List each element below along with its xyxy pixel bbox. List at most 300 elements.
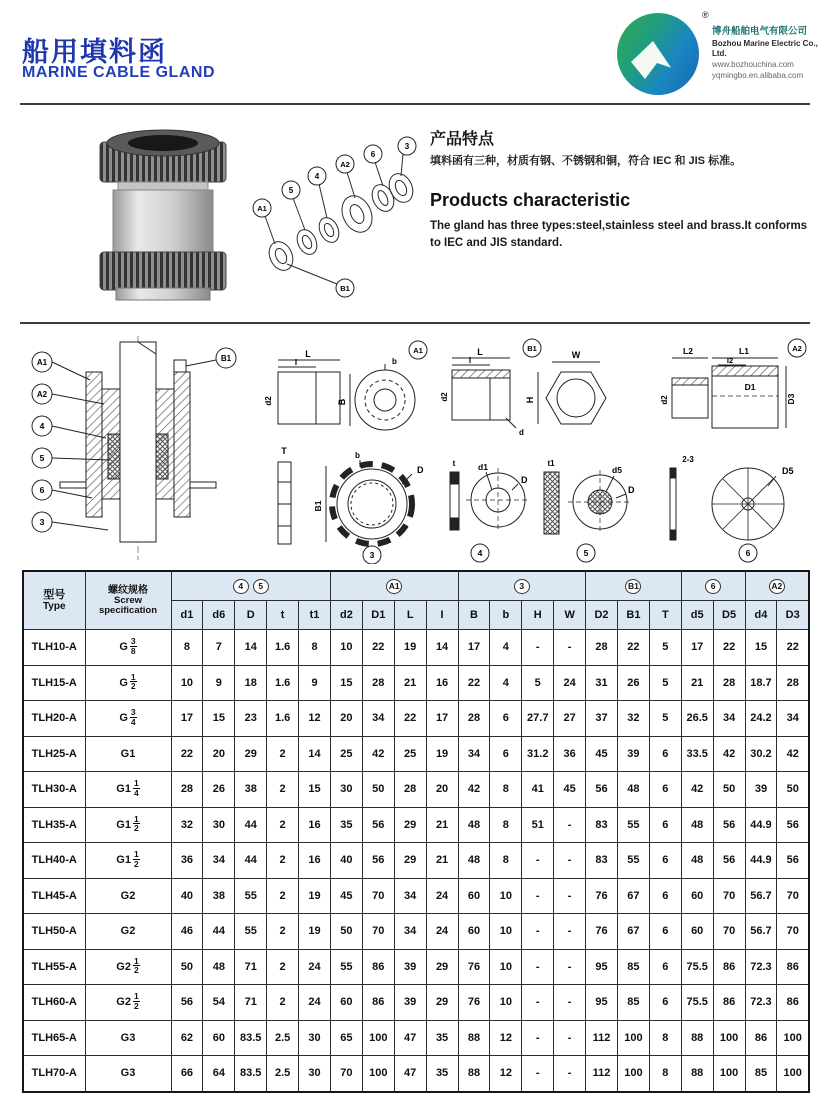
- cell-d2: 95: [586, 949, 618, 985]
- cell-t: 2: [267, 807, 299, 843]
- cell-t1: 19: [299, 914, 331, 950]
- cell-d2: 70: [330, 1056, 362, 1092]
- cell-t: 6: [649, 914, 681, 950]
- col-header-type: [23, 571, 85, 630]
- cell-d5: 34: [713, 701, 745, 737]
- cell-t1: 15: [299, 772, 331, 808]
- cell-d2: 76: [586, 878, 618, 914]
- cell-t: 2.5: [267, 1020, 299, 1056]
- col-header-h: H: [522, 601, 554, 630]
- col-header-d4: d4: [745, 601, 777, 630]
- drawing-part-3: [278, 460, 412, 544]
- table-row: [23, 665, 809, 701]
- svg-text:A2: A2: [36, 390, 48, 399]
- cell-b: 22: [458, 665, 490, 701]
- svg-text:W: W: [571, 350, 581, 360]
- cell-d: 55: [235, 878, 267, 914]
- cell-b1: 100: [617, 1056, 649, 1092]
- svg-text:D: D: [417, 465, 424, 475]
- cell-d2: 40: [330, 843, 362, 879]
- group-header-a2: [745, 571, 809, 601]
- cell-d5: 75.5: [681, 985, 713, 1021]
- cell-d: 83.5: [235, 1020, 267, 1056]
- technical-drawings: [20, 334, 810, 564]
- cell-d2: 30: [330, 772, 362, 808]
- screw-spec-value: G $\frac{3}{4}$: [119, 707, 136, 727]
- part-symbol-5: 5: [253, 579, 269, 594]
- cell-t1: 9: [299, 665, 331, 701]
- cell-screw-spec: [85, 914, 171, 950]
- part-symbol-3: 3: [514, 579, 530, 594]
- cell-d4: 44.9: [745, 843, 777, 879]
- cell-i: 21: [426, 807, 458, 843]
- cell-b: 10: [490, 949, 522, 985]
- col-header-screw-zh: 螺纹规格: [108, 584, 148, 596]
- screw-spec-value: G $\frac{3}{8}$: [119, 636, 136, 656]
- cell-d2: 56: [586, 772, 618, 808]
- cell-b: 4: [490, 630, 522, 666]
- cell-t: 8: [649, 1056, 681, 1092]
- cell-d4: 44.9: [745, 807, 777, 843]
- cell-w: -: [554, 985, 586, 1021]
- cell-b1: 67: [617, 914, 649, 950]
- page-title-en: MARINE CABLE GLAND: [22, 64, 215, 81]
- cell-d5: 48: [681, 843, 713, 879]
- cell-d2: 45: [586, 736, 618, 772]
- cell-type: TLH15-A: [23, 665, 85, 701]
- cell-d2: 31: [586, 665, 618, 701]
- table-row: [23, 985, 809, 1021]
- cell-b1: 55: [617, 807, 649, 843]
- cell-i: 24: [426, 914, 458, 950]
- cell-w: -: [554, 843, 586, 879]
- col-header-d5: d5: [681, 601, 713, 630]
- cell-d1: 46: [171, 914, 203, 950]
- cell-i: 21: [426, 843, 458, 879]
- drawing-part-a2: [672, 358, 786, 428]
- cell-d1: 42: [362, 736, 394, 772]
- cell-screw-spec: [85, 630, 171, 666]
- cell-d4: 15: [745, 630, 777, 666]
- cell-w: 27: [554, 701, 586, 737]
- cell-b: 6: [490, 736, 522, 772]
- cell-d3: 70: [777, 878, 809, 914]
- svg-text:T: T: [281, 446, 287, 456]
- col-header-d2: d2: [330, 601, 362, 630]
- cell-screw-spec: [85, 843, 171, 879]
- table-row: [23, 914, 809, 950]
- svg-text:b: b: [392, 357, 397, 366]
- cell-w: -: [554, 878, 586, 914]
- cell-d5: 100: [713, 1020, 745, 1056]
- group-header-6: [681, 571, 745, 601]
- cell-l: 28: [394, 772, 426, 808]
- cell-b: 60: [458, 914, 490, 950]
- cell-d2: 45: [330, 878, 362, 914]
- cell-t: 8: [649, 1020, 681, 1056]
- col-header-screw-en: Screw specification: [98, 594, 158, 616]
- cell-i: 20: [426, 772, 458, 808]
- cell-d2: 65: [330, 1020, 362, 1056]
- cell-d5: 42: [681, 772, 713, 808]
- cell-d6: 64: [203, 1056, 235, 1092]
- svg-text:A1: A1: [36, 358, 48, 367]
- table-row: [23, 772, 809, 808]
- cell-d2: 83: [586, 843, 618, 879]
- cell-d5: 21: [681, 665, 713, 701]
- svg-text:B1: B1: [313, 500, 323, 512]
- col-header-d3: D3: [777, 601, 809, 630]
- cell-d: 38: [235, 772, 267, 808]
- cell-w: -: [554, 949, 586, 985]
- cell-d: 55: [235, 914, 267, 950]
- cell-t: 2: [267, 772, 299, 808]
- col-header-b1: B1: [617, 601, 649, 630]
- cell-d3: 86: [777, 985, 809, 1021]
- svg-text:d2: d2: [440, 392, 449, 402]
- cell-b: 60: [458, 878, 490, 914]
- cell-t: 5: [649, 630, 681, 666]
- cell-d1: 56: [362, 807, 394, 843]
- cell-i: 19: [426, 736, 458, 772]
- col-header-d1: D1: [362, 601, 394, 630]
- cell-type: TLH60-A: [23, 985, 85, 1021]
- cell-d3: 50: [777, 772, 809, 808]
- cell-d2: 37: [586, 701, 618, 737]
- cell-d6: 44: [203, 914, 235, 950]
- cell-w: 36: [554, 736, 586, 772]
- cell-t: 2: [267, 949, 299, 985]
- cell-d6: 26: [203, 772, 235, 808]
- cell-type: TLH55-A: [23, 949, 85, 985]
- cell-d6: 30: [203, 807, 235, 843]
- cell-b: 8: [490, 843, 522, 879]
- col-header-d6: d6: [203, 601, 235, 630]
- cell-d5: 86: [713, 949, 745, 985]
- cell-h: -: [522, 878, 554, 914]
- cell-i: 17: [426, 701, 458, 737]
- cell-d6: 9: [203, 665, 235, 701]
- cell-l: 47: [394, 1056, 426, 1092]
- col-header-l: L: [394, 601, 426, 630]
- cell-d6: 7: [203, 630, 235, 666]
- screw-spec-value: G1 $\frac{1}{2}$: [116, 849, 139, 869]
- cell-d: 83.5: [235, 1056, 267, 1092]
- cell-d6: 34: [203, 843, 235, 879]
- svg-text:L2: L2: [683, 346, 693, 356]
- cell-d2: 25: [330, 736, 362, 772]
- cell-i: 29: [426, 985, 458, 1021]
- cell-h: -: [522, 985, 554, 1021]
- cell-d5: 26.5: [681, 701, 713, 737]
- svg-text:5: 5: [583, 548, 589, 558]
- svg-text:3: 3: [404, 142, 410, 151]
- cell-type: TLH50-A: [23, 914, 85, 950]
- drawing-part-b1: [452, 358, 606, 428]
- company-alibaba-url: yqmingbo.en.alibaba.com: [712, 70, 804, 80]
- cell-d1: 56: [171, 985, 203, 1021]
- svg-text:t: t: [452, 459, 456, 468]
- features-heading-en: Products characteristic: [430, 190, 631, 210]
- table-row: [23, 949, 809, 985]
- cell-h: 51: [522, 807, 554, 843]
- cell-b1: 55: [617, 843, 649, 879]
- section-divider: [20, 322, 810, 324]
- cell-w: -: [554, 1020, 586, 1056]
- cell-l: 22: [394, 701, 426, 737]
- col-header-d2: D2: [586, 601, 618, 630]
- cell-type: TLH65-A: [23, 1020, 85, 1056]
- cell-t1: 24: [299, 985, 331, 1021]
- exploded-view-drawing: [245, 132, 435, 304]
- cell-l: 39: [394, 985, 426, 1021]
- table-row: [23, 736, 809, 772]
- svg-text:L: L: [477, 347, 483, 357]
- cell-b: 8: [490, 807, 522, 843]
- svg-text:L: L: [305, 349, 311, 359]
- cell-screw-spec: [85, 949, 171, 985]
- cell-t: 2.5: [267, 1056, 299, 1092]
- cell-d4: 72.3: [745, 985, 777, 1021]
- cell-d5: 100: [713, 1056, 745, 1092]
- cell-t1: 24: [299, 949, 331, 985]
- col-header-t: T: [649, 601, 681, 630]
- screw-spec-value: G2: [120, 889, 136, 902]
- cell-d2: 60: [330, 985, 362, 1021]
- spec-table: [22, 570, 810, 1093]
- cell-b1: 48: [617, 772, 649, 808]
- cell-d5: 88: [681, 1056, 713, 1092]
- col-header-b: B: [458, 601, 490, 630]
- cell-d4: 56.7: [745, 878, 777, 914]
- cell-d6: 60: [203, 1020, 235, 1056]
- cell-l: 21: [394, 665, 426, 701]
- cell-b1: 39: [617, 736, 649, 772]
- cell-t: 6: [649, 772, 681, 808]
- drawing-part-a1: [278, 360, 415, 430]
- cell-d3: 56: [777, 807, 809, 843]
- cell-h: -: [522, 914, 554, 950]
- svg-text:A1: A1: [257, 204, 267, 213]
- cell-h: -: [522, 949, 554, 985]
- svg-text:B1: B1: [220, 354, 232, 363]
- cell-t1: 16: [299, 843, 331, 879]
- cell-type: TLH45-A: [23, 878, 85, 914]
- cell-d2: 83: [586, 807, 618, 843]
- cell-i: 35: [426, 1020, 458, 1056]
- product-photo: [88, 126, 238, 306]
- cell-d2: 95: [586, 985, 618, 1021]
- cell-d3: 70: [777, 914, 809, 950]
- cell-i: 16: [426, 665, 458, 701]
- cell-b: 10: [490, 985, 522, 1021]
- svg-text:3: 3: [369, 550, 375, 560]
- cell-w: -: [554, 807, 586, 843]
- col-header-b: b: [490, 601, 522, 630]
- cell-b: 76: [458, 985, 490, 1021]
- cell-d: 18: [235, 665, 267, 701]
- svg-text:d2: d2: [660, 395, 669, 405]
- svg-text:5: 5: [288, 186, 294, 195]
- cell-h: 41: [522, 772, 554, 808]
- page-title-zh: 船用填料函: [22, 37, 167, 67]
- features-body-en: The gland has three types:steel,stainless steel and brass.It conforms to IEC and JIS standard.: [430, 220, 808, 250]
- svg-text:I: I: [294, 358, 298, 367]
- cell-d1: 17: [171, 701, 203, 737]
- cell-t: 6: [649, 843, 681, 879]
- table-row: [23, 807, 809, 843]
- cell-d5: 22: [713, 630, 745, 666]
- cell-h: 31.2: [522, 736, 554, 772]
- cell-t1: 30: [299, 1056, 331, 1092]
- cell-t: 1.6: [267, 701, 299, 737]
- svg-text:B1: B1: [527, 344, 537, 353]
- drawing-part-6: [670, 468, 784, 540]
- logo-globe-icon: [617, 13, 699, 95]
- cell-d4: 72.3: [745, 949, 777, 985]
- sail-icon: [631, 41, 671, 79]
- cell-b: 10: [490, 878, 522, 914]
- cell-w: 45: [554, 772, 586, 808]
- cell-type: TLH10-A: [23, 630, 85, 666]
- cell-d: 71: [235, 949, 267, 985]
- cell-d5: 33.5: [681, 736, 713, 772]
- cell-b: 6: [490, 701, 522, 737]
- cell-h: -: [522, 843, 554, 879]
- cell-d1: 28: [362, 665, 394, 701]
- cell-b: 12: [490, 1056, 522, 1092]
- cell-t: 6: [649, 985, 681, 1021]
- cell-t1: 8: [299, 630, 331, 666]
- cell-b1: 100: [617, 1020, 649, 1056]
- cell-d6: 15: [203, 701, 235, 737]
- cell-b: 10: [490, 914, 522, 950]
- cell-d1: 8: [171, 630, 203, 666]
- cell-t: 2: [267, 878, 299, 914]
- svg-text:A1: A1: [413, 346, 423, 355]
- cell-t: 1.6: [267, 665, 299, 701]
- cell-b: 17: [458, 630, 490, 666]
- cell-d1: 100: [362, 1020, 394, 1056]
- cell-d1: 22: [171, 736, 203, 772]
- company-name-en: Bozhou Marine Electric Co., Ltd.: [712, 38, 818, 58]
- screw-spec-value: G2 $\frac{1}{2}$: [116, 991, 139, 1011]
- cell-i: 24: [426, 878, 458, 914]
- assembly-cross-section: [52, 336, 216, 560]
- company-logo: [612, 10, 822, 102]
- cell-h: -: [522, 1056, 554, 1092]
- cell-t: 1.6: [267, 630, 299, 666]
- svg-text:D1: D1: [744, 382, 756, 392]
- cell-d6: 20: [203, 736, 235, 772]
- cell-l: 25: [394, 736, 426, 772]
- cell-d2: 10: [330, 630, 362, 666]
- cell-d3: 56: [777, 843, 809, 879]
- cell-b: 28: [458, 701, 490, 737]
- group-header-4-5: [171, 571, 330, 601]
- col-header-t1: t1: [299, 601, 331, 630]
- cell-l: 34: [394, 914, 426, 950]
- cell-d5: 70: [713, 878, 745, 914]
- company-website: www.bozhouchina.com: [712, 59, 794, 69]
- part-symbol-a1: A1: [386, 579, 402, 594]
- svg-text:A2: A2: [340, 160, 350, 169]
- cell-d1: 56: [362, 843, 394, 879]
- svg-text:D: D: [628, 485, 635, 495]
- cell-t: 2: [267, 985, 299, 1021]
- cell-d4: 18.7: [745, 665, 777, 701]
- table-row: [23, 701, 809, 737]
- cell-d: 23: [235, 701, 267, 737]
- cell-h: 27.7: [522, 701, 554, 737]
- svg-text:t1: t1: [547, 459, 555, 468]
- cell-d3: 34: [777, 701, 809, 737]
- cell-d2: 35: [330, 807, 362, 843]
- cell-type: TLH30-A: [23, 772, 85, 808]
- cell-b: 76: [458, 949, 490, 985]
- cell-d1: 86: [362, 985, 394, 1021]
- cell-b: 42: [458, 772, 490, 808]
- cell-type: TLH25-A: [23, 736, 85, 772]
- cell-t: 6: [649, 807, 681, 843]
- cell-t: 5: [649, 665, 681, 701]
- exploded-callouts: [253, 137, 416, 297]
- cell-d1: 86: [362, 949, 394, 985]
- cell-b: 88: [458, 1020, 490, 1056]
- group-header-b1: [586, 571, 682, 601]
- svg-text:D3: D3: [786, 393, 796, 405]
- cell-type: TLH20-A: [23, 701, 85, 737]
- cell-d2: 55: [330, 949, 362, 985]
- cell-d1: 62: [171, 1020, 203, 1056]
- features-heading-zh: 产品特点: [430, 131, 495, 148]
- svg-text:L1: L1: [739, 346, 749, 356]
- screw-spec-value: G $\frac{1}{2}$: [119, 671, 136, 692]
- cell-d5: 60: [681, 878, 713, 914]
- cell-d: 71: [235, 985, 267, 1021]
- header-divider: [20, 103, 810, 105]
- col-header-type-en: Type: [42, 601, 66, 613]
- cell-d5: 88: [681, 1020, 713, 1056]
- cell-d5: 28: [713, 665, 745, 701]
- cell-l: 39: [394, 949, 426, 985]
- col-header-d5: D5: [713, 601, 745, 630]
- svg-text:d: d: [519, 428, 524, 437]
- screw-spec-value: G3: [120, 1067, 136, 1080]
- cell-type: TLH40-A: [23, 843, 85, 879]
- cell-d1: 66: [171, 1056, 203, 1092]
- cell-d3: 42: [777, 736, 809, 772]
- table-row: [23, 1056, 809, 1092]
- cell-d4: 30.2: [745, 736, 777, 772]
- cell-screw-spec: [85, 878, 171, 914]
- cell-l: 19: [394, 630, 426, 666]
- cell-screw-spec: [85, 772, 171, 808]
- cell-d3: 22: [777, 630, 809, 666]
- svg-text:A2: A2: [792, 344, 802, 353]
- svg-text:d1: d1: [478, 462, 488, 472]
- company-info: [712, 26, 824, 81]
- cell-b: 34: [458, 736, 490, 772]
- svg-text:B1: B1: [340, 284, 350, 293]
- table-row: [23, 630, 809, 666]
- cell-screw-spec: [85, 701, 171, 737]
- svg-text:b: b: [355, 451, 360, 460]
- cell-l: 29: [394, 843, 426, 879]
- cell-d5: 56: [713, 807, 745, 843]
- col-header-d1: d1: [171, 601, 203, 630]
- svg-text:H: H: [525, 396, 535, 404]
